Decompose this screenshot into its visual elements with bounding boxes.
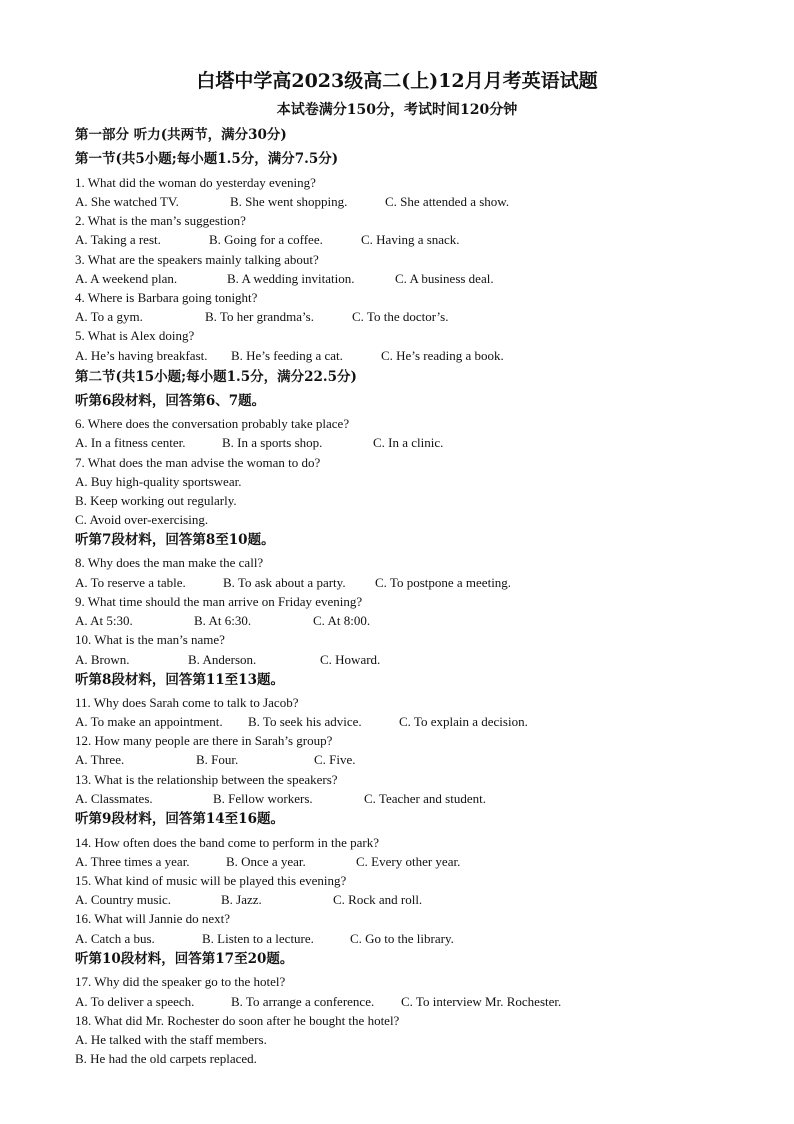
- question-text: 14. How often does the band come to perform in the park?: [75, 835, 379, 850]
- question-text: 6. Where does the conversation probably take place?: [75, 416, 350, 431]
- option-c: C. Having a snack.: [361, 232, 460, 247]
- question-text: 10. What is the man’s name?: [75, 632, 225, 647]
- option-a: A. At 5:30.: [75, 613, 133, 628]
- option-b: B. She went shopping.: [230, 194, 348, 209]
- exam-title: 白塔中学高2023级高二(上)12月月考英语试题: [196, 70, 598, 92]
- option-b: B. Keep working out regularly.: [75, 493, 237, 508]
- question-text: 7. What does the man advise the woman to do?: [75, 455, 321, 470]
- option-a: A. Three times a year.: [75, 854, 190, 869]
- option-a: A. Country music.: [75, 892, 172, 907]
- option-a: A. Buy high-quality sportswear.: [75, 474, 242, 489]
- question-text: 11. Why does Sarah come to talk to Jacob?: [75, 695, 299, 710]
- group-heading: 听第7段材料，回答第8至10题。: [75, 532, 275, 548]
- option-b: B. Listen to a lecture.: [202, 931, 314, 946]
- option-b: B. He had the old carpets replaced.: [75, 1051, 257, 1066]
- option-c: C. To explain a decision.: [399, 714, 528, 729]
- option-b: B. He’s feeding a cat.: [231, 348, 343, 363]
- question-text: 9. What time should the man arrive on Friday evening?: [75, 594, 363, 609]
- group-heading: 听第8段材料，回答第11至13题。: [75, 672, 284, 688]
- option-a: A. He’s having breakfast.: [75, 348, 208, 363]
- option-b: B. To seek his advice.: [248, 714, 362, 729]
- option-c: C. She attended a show.: [385, 194, 510, 209]
- option-b: B. Fellow workers.: [213, 791, 313, 806]
- question-text: 15. What kind of music will be played this evening?: [75, 873, 347, 888]
- option-a: A. To deliver a speech.: [75, 994, 195, 1009]
- option-a: A. In a fitness center.: [75, 435, 186, 450]
- option-c: C. He’s reading a book.: [381, 348, 504, 363]
- option-a: A. Classmates.: [75, 791, 153, 806]
- question-text: 18. What did Mr. Rochester do soon after he bought the hotel?: [75, 1013, 400, 1028]
- option-c: C. To postpone a meeting.: [375, 575, 512, 590]
- option-c: C. Five.: [314, 752, 356, 767]
- option-c: C. To interview Mr. Rochester.: [401, 994, 562, 1009]
- group-heading: 听第9段材料，回答第14至16题。: [75, 811, 284, 827]
- question-text: 12. How many people are there in Sarah’s group?: [75, 733, 333, 748]
- option-a: A. A weekend plan.: [75, 271, 178, 286]
- question-text: 5. What is Alex doing?: [75, 328, 195, 343]
- exam-subtitle: 本试卷满分150分，考试时间120分钟: [276, 102, 518, 118]
- option-c: C. A business deal.: [395, 271, 494, 286]
- question-text: 3. What are the speakers mainly talking about?: [75, 252, 319, 267]
- group-heading: 听第6段材料，回答第6、7题。: [75, 393, 266, 409]
- question-text: 8. Why does the man make the call?: [75, 555, 264, 570]
- option-b: B. Going for a coffee.: [209, 232, 323, 247]
- part-heading: 第一部分 听力(共两节，满分30分): [75, 127, 287, 143]
- option-b: B. A wedding invitation.: [227, 271, 355, 286]
- option-a: A. To make an appointment.: [75, 714, 223, 729]
- option-a: A. Taking a rest.: [75, 232, 161, 247]
- section-heading: 第二节(共15小题;每小题1.5分，满分22.5分): [75, 369, 357, 385]
- option-a: A. To reserve a table.: [75, 575, 186, 590]
- question-text: 17. Why did the speaker go to the hotel?: [75, 974, 286, 989]
- option-a: A. Catch a bus.: [75, 931, 155, 946]
- option-b: B. Jazz.: [221, 892, 262, 907]
- question-text: 16. What will Jannie do next?: [75, 911, 231, 926]
- question-text: 2. What is the man’s suggestion?: [75, 213, 246, 228]
- option-c: C. Every other year.: [356, 854, 461, 869]
- option-a: A. To a gym.: [75, 309, 143, 324]
- option-c: C. Teacher and student.: [364, 791, 486, 806]
- option-a: A. She watched TV.: [75, 194, 179, 209]
- group-heading: 听第10段材料，回答第17至20题。: [75, 951, 294, 967]
- option-b: B. At 6:30.: [194, 613, 252, 628]
- question-text: 4. Where is Barbara going tonight?: [75, 290, 258, 305]
- question-text: 1. What did the woman do yesterday evening?: [75, 175, 316, 190]
- option-a: A. Brown.: [75, 652, 130, 667]
- option-c: C. At 8:00.: [313, 613, 371, 628]
- option-c: C. Rock and roll.: [333, 892, 423, 907]
- option-c: C. Howard.: [320, 652, 381, 667]
- option-c: C. Avoid over-exercising.: [75, 512, 209, 527]
- option-b: B. Once a year.: [226, 854, 306, 869]
- section-heading: 第一节(共5小题;每小题1.5分，满分7.5分): [75, 151, 339, 167]
- option-c: C. Go to the library.: [350, 931, 454, 946]
- question-text: 13. What is the relationship between the speakers?: [75, 772, 338, 787]
- option-b: B. To ask about a party.: [223, 575, 346, 590]
- option-c: C. To the doctor’s.: [352, 309, 449, 324]
- option-a: A. He talked with the staff members.: [75, 1032, 267, 1047]
- option-b: B. To arrange a conference.: [231, 994, 375, 1009]
- option-b: B. Anderson.: [188, 652, 257, 667]
- option-a: A. Three.: [75, 752, 125, 767]
- option-b: B. In a sports shop.: [222, 435, 323, 450]
- option-b: B. Four.: [196, 752, 239, 767]
- option-c: C. In a clinic.: [373, 435, 444, 450]
- option-b: B. To her grandma’s.: [205, 309, 314, 324]
